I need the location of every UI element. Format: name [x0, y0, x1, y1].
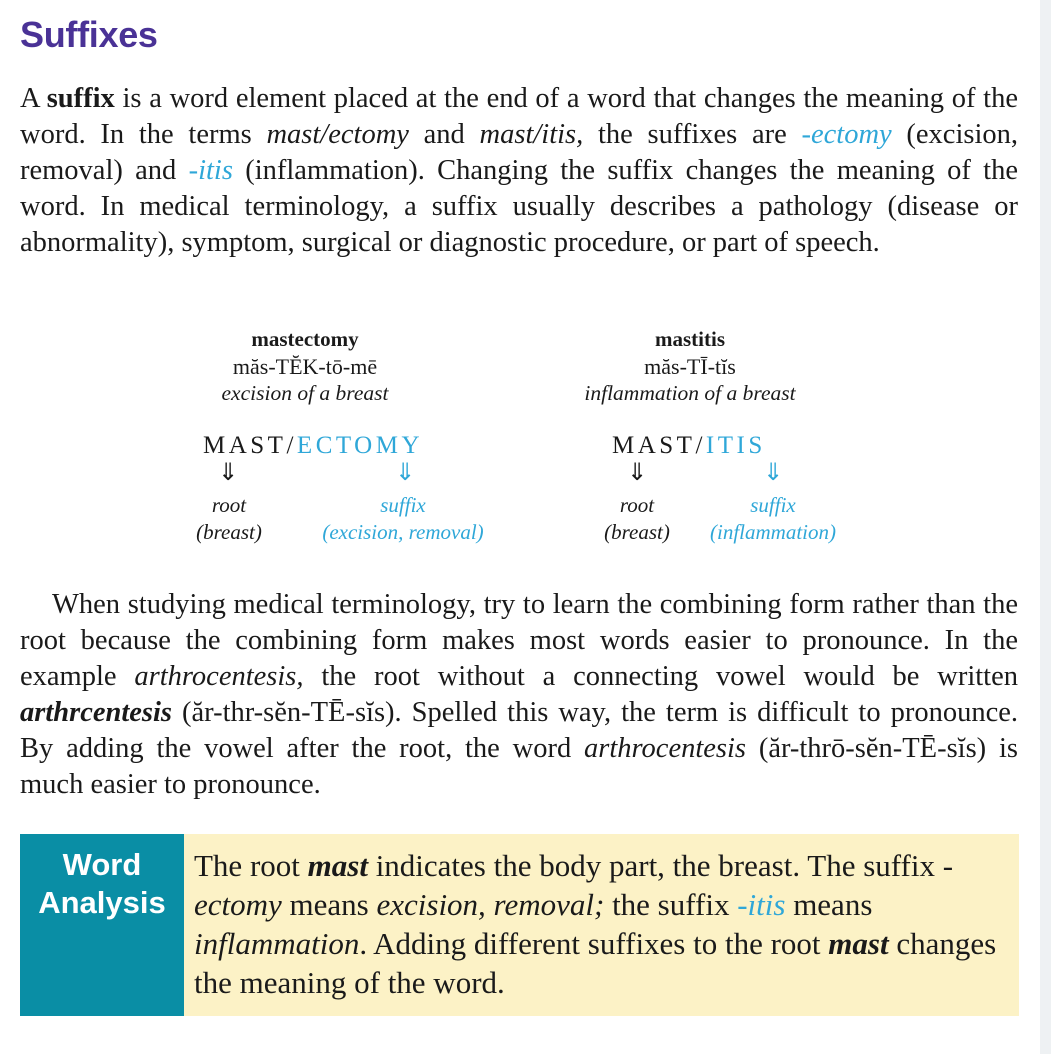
word-analysis-heading: Word Analysis: [20, 834, 184, 1016]
word-breakdown-mastitis: MAST/ITIS: [612, 432, 766, 459]
suffix-definition-paragraph: A suffix is a word element placed at the end of a word that changes the meaning of the word. In the terms mast/ectomy and mast/itis, the suffixes are -ectomy (excision, removal) and -itis (inflammation). Changing the suffix changes the meaning of the word. In medical terminology, a suffix usually describes a pathology (disease or abnormality), symptom, surgical or diagnostic procedure, or part of speech.: [20, 83, 1019, 258]
root-label: root (breast): [604, 493, 670, 544]
suffix-label: suffix (excision, removal): [322, 493, 484, 544]
example-pronunciation: măs-TĔK-tō-mē: [232, 354, 378, 379]
root-label: root (breast): [196, 493, 262, 544]
right-edge-bar: [1040, 0, 1051, 1054]
example-mastitis: [540, 326, 840, 407]
example-pronunciation: măs-TĪ-tĭs: [644, 354, 736, 379]
term-arthrcentesis: arthrcentesis: [20, 697, 173, 728]
down-arrow-icon: ⇓: [627, 458, 648, 486]
example-term: mastectomy: [251, 327, 359, 351]
combining-form-paragraph: When studying medical terminology, try to learn the combining form rather than the root because the combining form makes most words easier to pronounce. In the example arthrocentesis, the root without a connecting vowel would be written arthrcentesis (ăr-thr-sĕn-TĒ-sĭs). Spelled this way, the term is difficult to pronounce. By adding the vowel after the root, the word arthrocentesis (ăr-thrō-sĕn-TĒ-sĭs) is much easier to pronounce.: [20, 589, 1018, 800]
word-analysis-text: The root mast indicates the body part, the breast. The suffix -ectomy means excision, removal; the suffix -itis means inflammation. Adding different suffixes to the root mast changes the meaning of the word.: [184, 834, 1019, 1016]
word-breakdown-mastectomy: MAST/ECTOMY: [203, 432, 424, 459]
example-meaning: inflammation of a breast: [584, 381, 796, 405]
down-arrow-icon: ⇓: [395, 458, 416, 486]
suffix-itis: -itis: [188, 155, 233, 186]
suffix-ectomy: -ectomy: [801, 119, 892, 150]
example-meaning: excision of a breast: [221, 381, 389, 405]
example-mastectomy: [155, 326, 455, 407]
section-title: Suffixes: [20, 14, 158, 55]
suffix-label: suffix (inflammation): [710, 493, 836, 544]
term-suffix: suffix: [46, 83, 115, 114]
example-term: mastitis: [655, 327, 725, 351]
down-arrow-icon: ⇓: [763, 458, 784, 486]
suffix-itis: -itis: [737, 887, 786, 922]
down-arrow-icon: ⇓: [218, 458, 239, 486]
